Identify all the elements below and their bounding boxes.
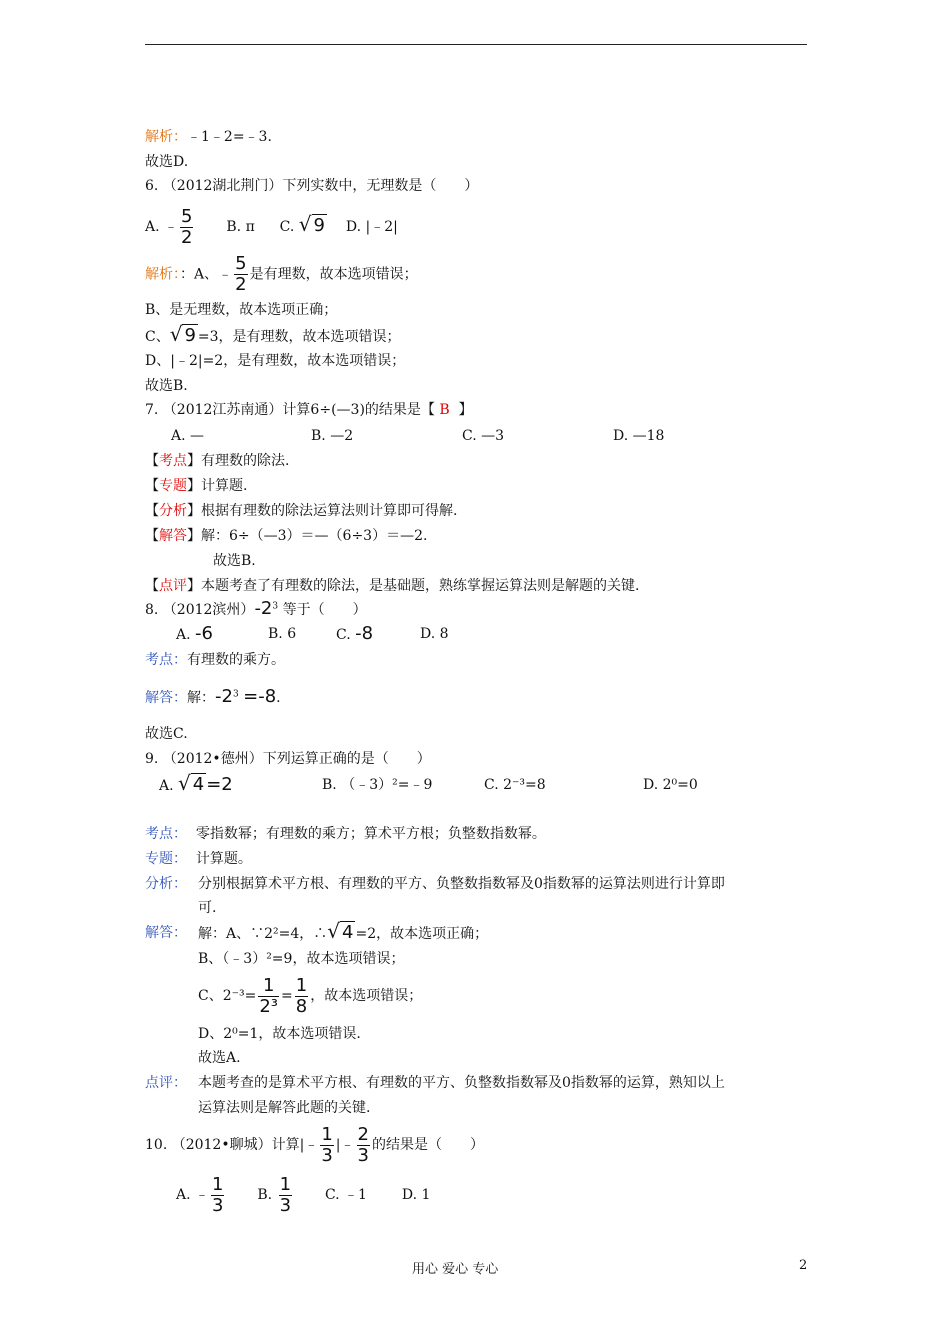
q8-stem: 8. （2012滨州）$-2^3$ 等于（ ） <box>145 598 367 619</box>
q9-fenxi-line1: 分别根据算术平方根、有理数的平方、负整数指数幂及0指数幂的运算法则进行计算即 <box>198 876 725 892</box>
q7-kaodian: 【考点】有理数的除法. <box>145 453 290 469</box>
q9-option-d: D. 2⁰=0 <box>643 777 698 793</box>
q7-zhuanti: 【专题】计算题. <box>145 478 248 494</box>
q6-option-c: C. √ 9 <box>280 219 327 235</box>
q7-fenxi: 【分析】根据有理数的除法运算法则计算即可得解. <box>145 503 458 519</box>
q10-option-a: A. ﹣ $\frac{1}{3}$ <box>176 1173 224 1216</box>
q6-conclusion: 故选B. <box>145 378 188 394</box>
q6-options <box>145 204 398 248</box>
q7-dianping: 【点评】本题考查了有理数的除法，是基础题，熟练掌握运算法则是解题的关键. <box>145 578 640 594</box>
fraction: $\frac{1}{3}$ <box>212 1173 224 1216</box>
q8-conclusion: 故选C. <box>145 726 188 742</box>
q9-option-c: C. 2⁻³=8 <box>484 777 546 793</box>
q9-conclusion: 故选A. <box>198 1050 241 1066</box>
q9-kaodian: 考点： 零指数幂；有理数的乘方；算术平方根；负整数指数幂。 <box>145 826 546 842</box>
sqrt-symbol: √ 9 <box>298 212 325 236</box>
sqrt-symbol: √ 4 <box>178 771 205 795</box>
q8-option-c: C. -8 <box>336 623 374 644</box>
q9-fenxi-label-colored: 分析： <box>145 876 187 892</box>
analysis-text: ﹣1﹣2=﹣3. <box>187 129 272 145</box>
fraction: $\frac{1}{3}$ <box>321 1123 333 1166</box>
q6-stem: 6. （2012湖北荆门）下列实数中，无理数是（ ） <box>145 178 479 194</box>
q8-option-a: A. -6 <box>176 623 213 644</box>
q9-jieda-a: 解：A、∵2²=4，∴√ 4 =2，故本选项正确； <box>198 919 489 943</box>
q10-option-d: D. 1 <box>401 1187 431 1203</box>
q6-option-d: D. |﹣2| <box>345 219 398 235</box>
q8-option-d: D. 8 <box>420 626 449 642</box>
q7-option-a: A. — <box>171 428 205 444</box>
fraction: $\frac{5}{2}$ <box>181 205 193 248</box>
fraction: $\frac{1}{\text{2³}}$ <box>259 974 279 1017</box>
q9-option-b: B. （﹣3）²=﹣9 <box>322 777 433 793</box>
q7-jieda-conclusion: 故选B. <box>213 553 256 569</box>
q7-option-d: D. —18 <box>613 428 665 444</box>
q8-jieda: 解答：解：$-2^3 =-8$. <box>145 686 281 707</box>
q6-analysis-b: B、是无理数，故本选项正确； <box>145 302 338 318</box>
q8-option-b: B. 6 <box>268 626 297 642</box>
q9-stem: 9. （2012•德州）下列运算正确的是（ ） <box>145 751 431 767</box>
q10-option-b: B. $\frac{1}{3}$ <box>257 1173 292 1216</box>
header-rule <box>145 44 807 45</box>
sqrt-symbol: √ 4 <box>327 919 354 943</box>
q9-fenxi-line2: 可. <box>198 900 217 916</box>
fraction: $\frac{1}{8}$ <box>295 974 308 1017</box>
q7-jieda: 【解答】解：6÷（—3）＝—（6÷3）＝—2. <box>145 528 428 544</box>
q7-option-b: B. —2 <box>311 428 354 444</box>
analysis-label: 解析： <box>145 266 180 283</box>
q9-jieda-d: D、2⁰=1，故本选项错误. <box>198 1026 361 1042</box>
fraction: $\frac{1}{3}$ <box>279 1173 292 1216</box>
q6-option-b: B. π <box>226 219 255 235</box>
q6-analysis-c: C、√ 9 =3，是有理数，故本选项错误； <box>145 322 401 346</box>
q7-option-c: C. —3 <box>462 428 505 444</box>
q10-options <box>176 1172 430 1218</box>
footer-slogan: 用心 爱心 专心 <box>412 1262 499 1277</box>
q6-analysis-d: D、|﹣2|=2，是有理数，故本选项错误； <box>145 353 406 369</box>
q9-jieda-c: C、2⁻³= $\frac{1}{\text{2³}}$ = $\frac{1}{8}$ ，故本选项错误； <box>198 974 423 1017</box>
q6-option-a: A. ﹣ $\frac{5}{2}$ <box>145 205 193 248</box>
q6-analysis-a: 解析：：A、﹣ $\frac{5}{2}$ 是有理数，故本选项错误； <box>145 253 418 295</box>
q8-kaodian: 考点：有理数的乘方。 <box>145 652 285 668</box>
analysis-label: 解析： <box>145 129 187 145</box>
q9-zhuanti: 专题： 计算题。 <box>145 851 252 867</box>
q10-option-c: C. ﹣1 <box>324 1187 367 1203</box>
q9-option-a: A. √ 4 =2 <box>159 771 233 795</box>
q9-dianping-line2: 运算法则是解答此题的关键. <box>198 1100 371 1116</box>
sqrt-symbol: √ 9 <box>169 322 196 346</box>
q9-jieda-label: 解答： <box>145 925 187 941</box>
q9-jieda-b: B、（﹣3）²=9，故本选项错误； <box>198 951 405 967</box>
page-number: 2 <box>799 1258 808 1273</box>
q10-stem: 10. （2012•聊城）计算|﹣ $\frac{1}{3}$ |﹣ $\frac{2}{3}$ 的结果是（ ） <box>145 1123 484 1166</box>
fraction: $\frac{5}{2}$ <box>235 253 247 295</box>
answer-mark: B <box>439 402 450 418</box>
q5-analysis <box>145 128 272 146</box>
q7-stem: 7. （2012江苏南通）计算6÷(—3)的结果是【 B 】 <box>145 402 473 418</box>
q9-dianping-label: 点评： <box>145 1075 187 1091</box>
q9-dianping-line1: 本题考查的是算术平方根、有理数的平方、负整数指数幂及0指数幂的运算，熟知以上 <box>198 1075 725 1091</box>
fraction: $\frac{2}{3}$ <box>357 1123 369 1166</box>
q5-conclusion: 故选D. <box>145 154 189 170</box>
